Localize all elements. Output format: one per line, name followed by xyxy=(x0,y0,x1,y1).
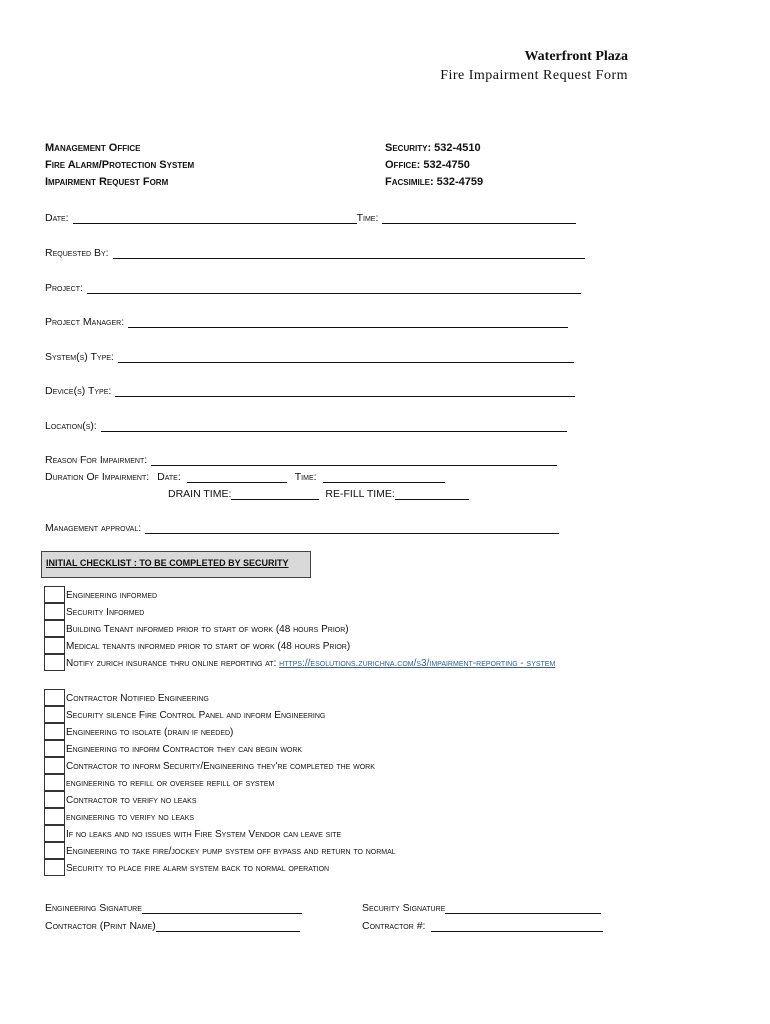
zurich-text: Notify zurich insurance thru online reporting at: xyxy=(66,658,280,669)
checkbox[interactable] xyxy=(44,723,65,740)
checklist-item: Engineering informed xyxy=(66,590,158,601)
checkbox[interactable] xyxy=(44,637,65,654)
checklist-item: engineering to verify no leaks xyxy=(66,812,195,823)
checkbox[interactable] xyxy=(44,842,65,859)
reason-line[interactable] xyxy=(151,454,557,466)
checkbox[interactable] xyxy=(44,586,65,603)
engineering-signature-label: Engineering Signature xyxy=(45,902,142,914)
contact-line: Security: 532-4510 xyxy=(385,142,481,154)
checkbox[interactable] xyxy=(44,654,65,671)
locations-field[interactable] xyxy=(45,418,567,432)
checkbox[interactable] xyxy=(44,620,65,637)
checklist-item: Engineering to isolate (drain if needed) xyxy=(66,727,234,738)
duration-label: Duration Of Impairment: xyxy=(45,471,150,483)
date-field[interactable] xyxy=(45,210,576,224)
checkbox[interactable] xyxy=(44,825,65,842)
checkbox[interactable] xyxy=(44,706,65,723)
project-line[interactable] xyxy=(87,282,581,294)
project-manager-label: Project Manager: xyxy=(45,316,125,328)
checkbox[interactable] xyxy=(44,740,65,757)
duration-time-label: Time: xyxy=(294,471,317,483)
checklist-item-zurich xyxy=(66,658,555,669)
checklist-item: Engineering to take fire/jockey pump system off bypass and return to normal xyxy=(66,846,396,857)
contractor-print-line[interactable] xyxy=(156,920,300,932)
checklist-item: Contractor Notified Engineering xyxy=(66,693,209,704)
checklist-heading-box xyxy=(41,551,311,578)
duration-time-line[interactable] xyxy=(323,471,445,483)
checklist-item: Medical tenants informed prior to start of work (48 hours Prior) xyxy=(66,641,351,652)
engineering-signature-line[interactable] xyxy=(142,902,302,914)
checklist-item: Contractor to verify no leaks xyxy=(66,795,197,806)
contractor-number-label: Contractor #: xyxy=(362,920,426,932)
checkbox[interactable] xyxy=(44,757,65,774)
zurich-link[interactable]: https://esolutions.zurichna.com/s3/impairment-reporting - system xyxy=(279,658,556,669)
checkbox[interactable] xyxy=(44,859,65,876)
refill-time-line[interactable] xyxy=(395,488,469,500)
checkbox[interactable] xyxy=(44,689,65,706)
contractor-number-field[interactable] xyxy=(362,920,603,932)
checkbox[interactable] xyxy=(44,808,65,825)
locations-line[interactable] xyxy=(101,420,567,432)
checklist-item: Engineering to inform Contractor they can begin work xyxy=(66,744,303,755)
project-manager-field[interactable] xyxy=(45,314,568,328)
time-line[interactable] xyxy=(382,212,576,224)
checklist-item: If no leaks and no issues with Fire System Vendor can leave site xyxy=(66,829,342,840)
office-block-right xyxy=(385,140,483,191)
devices-type-line[interactable] xyxy=(115,385,575,397)
checklist-heading: INITIAL CHECKLIST : TO BE COMPLETED BY SECURITY xyxy=(46,558,289,568)
contact-line: Office: 532-4750 xyxy=(385,159,470,171)
project-manager-line[interactable] xyxy=(128,316,568,328)
drain-time-label: DRAIN TIME: xyxy=(168,488,232,500)
management-approval-line[interactable] xyxy=(145,522,559,534)
contractor-number-line[interactable] xyxy=(431,920,603,932)
systems-type-label: System(s) Type: xyxy=(45,351,114,363)
checklist-item: Building Tenant informed prior to start of work (48 hours Prior) xyxy=(66,624,349,635)
document-subtitle: Fire Impairment Request Form xyxy=(440,68,628,83)
checklist-item: Security silence Fire Control Panel and inform Engineering xyxy=(66,710,326,721)
locations-label: Location(s): xyxy=(45,420,97,432)
reason-field[interactable] xyxy=(45,452,557,466)
systems-type-field[interactable] xyxy=(45,349,574,363)
office-line: Management Office xyxy=(45,142,141,154)
reason-label: Reason For Impairment: xyxy=(45,454,148,466)
devices-type-label: Device(s) Type: xyxy=(45,385,112,397)
duration-field[interactable] xyxy=(45,469,445,483)
checklist-item: Security to place fire alarm system back to normal operation xyxy=(66,863,330,874)
checklist-item: Security Informed xyxy=(66,607,145,618)
document-title: Waterfront Plaza xyxy=(524,49,628,64)
office-line: Impairment Request Form xyxy=(45,176,169,188)
security-signature-line[interactable] xyxy=(445,902,601,914)
project-field[interactable] xyxy=(45,280,581,294)
date-line[interactable] xyxy=(73,212,357,224)
requested-by-label: Requested By: xyxy=(45,247,109,259)
project-label: Project: xyxy=(45,282,83,294)
duration-date-label: Date: xyxy=(157,471,181,483)
checklist-item: engineering to refill or oversee refill of system xyxy=(66,778,275,789)
office-line: Fire Alarm/Protection System xyxy=(45,159,195,171)
management-approval-label: Management approval: xyxy=(45,522,142,534)
systems-type-line[interactable] xyxy=(118,351,574,363)
security-signature-label: Security Signature xyxy=(362,902,446,914)
requested-by-field[interactable] xyxy=(45,245,585,259)
checklist-item: Contractor to inform Security/Engineering they're completed the work xyxy=(66,761,375,772)
refill-time-label: RE-FILL TIME: xyxy=(325,488,395,500)
time-label: Time: xyxy=(356,212,379,224)
drain-time-line[interactable] xyxy=(231,488,319,500)
engineering-signature-field[interactable] xyxy=(45,902,302,914)
requested-by-line[interactable] xyxy=(113,247,585,259)
contractor-print-label: Contractor (Print Name) xyxy=(45,920,156,932)
devices-type-field[interactable] xyxy=(45,383,575,397)
contractor-print-field[interactable] xyxy=(45,920,300,932)
office-block-left xyxy=(45,140,194,191)
checkbox[interactable] xyxy=(44,774,65,791)
date-label: Date: xyxy=(45,212,69,224)
contact-line: Facsimile: 532-4759 xyxy=(385,176,484,188)
management-approval-field[interactable] xyxy=(45,520,559,534)
checkbox[interactable] xyxy=(44,791,65,808)
checkbox[interactable] xyxy=(44,603,65,620)
duration-date-line[interactable] xyxy=(187,471,287,483)
drain-refill-field[interactable] xyxy=(168,486,469,500)
security-signature-field[interactable] xyxy=(362,902,601,914)
